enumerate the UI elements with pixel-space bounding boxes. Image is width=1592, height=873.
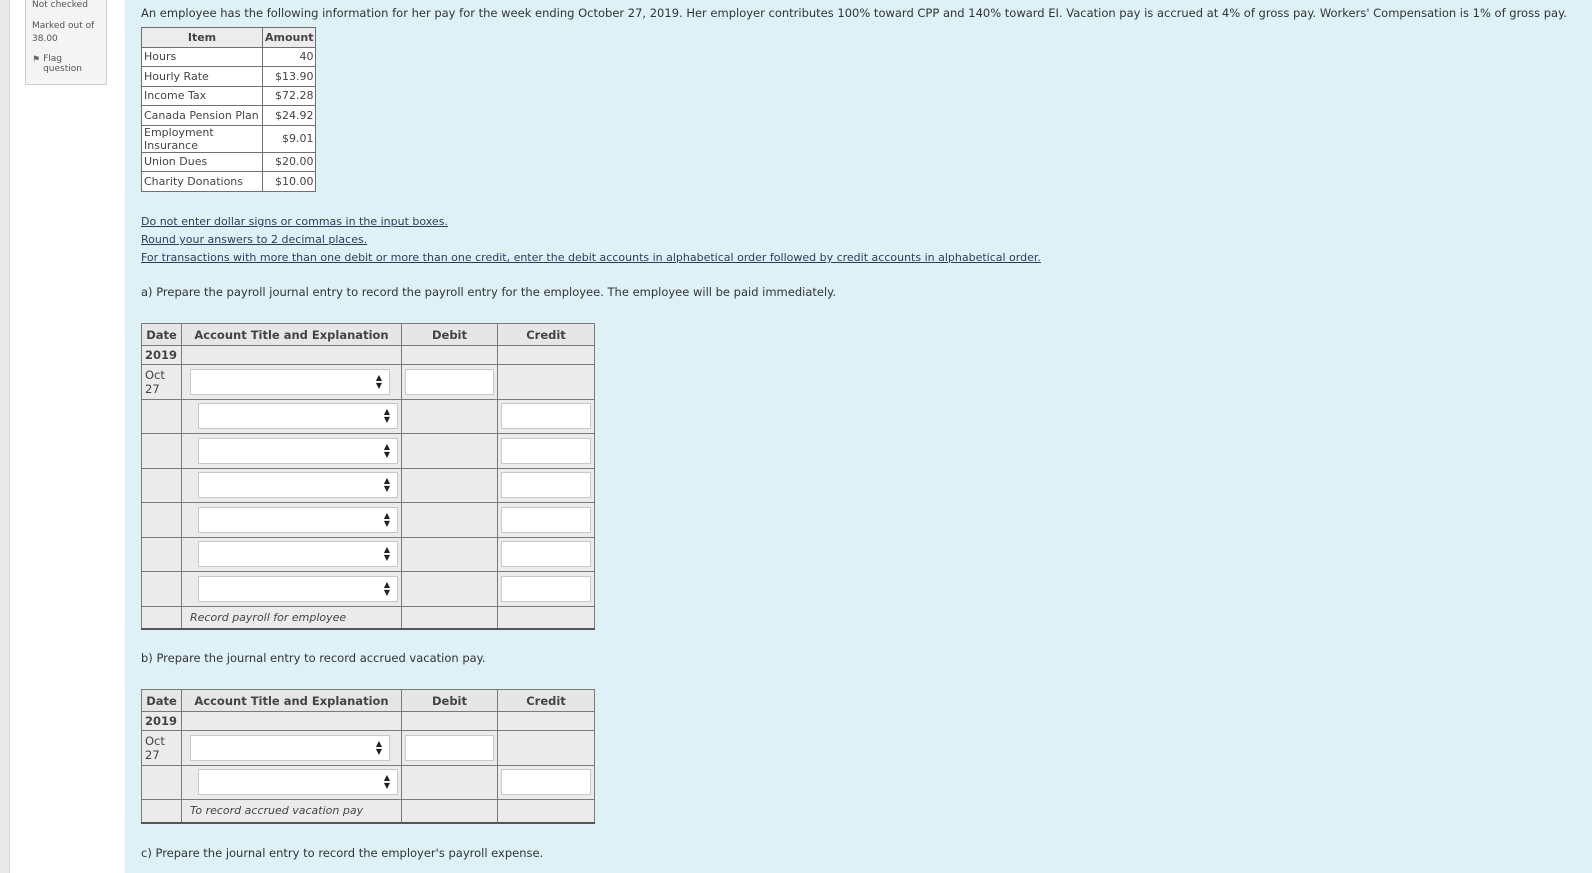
memo-row — [142, 800, 595, 823]
journal-table-b — [141, 689, 595, 824]
table-row — [142, 125, 316, 152]
info-header-item: Item — [142, 28, 263, 48]
left-rail — [0, 0, 10, 873]
updown-arrow-icon: ▲ ▼ — [383, 407, 390, 425]
account-select[interactable] — [198, 576, 398, 602]
info-amount: $72.28 — [263, 86, 316, 106]
account-select[interactable] — [198, 403, 398, 429]
flag-icon: ⚑ — [32, 55, 41, 65]
info-item: Charity Donations — [142, 172, 263, 192]
table-row — [142, 434, 595, 469]
instruction-order: For transactions with more than one debit or more than one credit, enter the debit accounts in alphabetical order followed by credit accounts in alphabetical order. — [141, 251, 1041, 264]
question-info-panel — [25, 0, 107, 85]
part-b-prompt: b) Prepare the journal entry to record accrued vacation pay. — [141, 651, 486, 665]
header-date: Date — [142, 324, 182, 346]
entry-date: Oct 27 — [142, 365, 182, 400]
table-row — [142, 468, 595, 503]
table-row — [142, 765, 595, 800]
account-select[interactable] — [198, 507, 398, 533]
year-row — [142, 712, 595, 731]
info-amount: $24.92 — [263, 106, 316, 126]
credit-input[interactable] — [501, 769, 591, 795]
updown-arrow-icon: ▲ ▼ — [383, 510, 390, 528]
table-row — [142, 67, 316, 87]
instruction-no-symbols: Do not enter dollar signs or commas in the input boxes. — [141, 215, 448, 228]
entry-memo: To record accrued vacation pay — [182, 800, 402, 823]
table-row — [142, 106, 316, 126]
memo-row — [142, 606, 595, 629]
updown-arrow-icon: ▲ ▼ — [375, 738, 382, 756]
credit-input[interactable] — [501, 403, 591, 429]
year-label: 2019 — [142, 712, 182, 731]
header-debit: Debit — [402, 324, 498, 346]
updown-arrow-icon: ▲ ▼ — [375, 372, 382, 390]
updown-arrow-icon: ▲ ▼ — [383, 773, 390, 791]
debit-input[interactable] — [405, 735, 494, 761]
question-content — [125, 0, 1592, 873]
instructions — [141, 213, 1041, 267]
info-item: Union Dues — [142, 152, 263, 172]
info-item: Employment Insurance — [142, 125, 263, 152]
table-row — [142, 503, 595, 538]
updown-arrow-icon: ▲ ▼ — [383, 476, 390, 494]
account-select[interactable] — [190, 369, 390, 395]
updown-arrow-icon: ▲ ▼ — [383, 545, 390, 563]
updown-arrow-icon: ▲ ▼ — [383, 579, 390, 597]
flag-question-label: Flag question — [43, 54, 82, 74]
info-amount: $13.90 — [263, 67, 316, 87]
info-item: Hours — [142, 47, 263, 67]
account-select[interactable] — [198, 769, 398, 795]
table-row — [142, 537, 595, 572]
account-select[interactable] — [198, 438, 398, 464]
instruction-rounding: Round your answers to 2 decimal places. — [141, 233, 368, 246]
entry-date: Oct 27 — [142, 731, 182, 766]
question-marks: Marked out of 38.00 — [32, 21, 95, 44]
info-item: Canada Pension Plan — [142, 106, 263, 126]
header-credit: Credit — [498, 324, 595, 346]
info-item: Income Tax — [142, 86, 263, 106]
employee-info-table — [141, 27, 316, 192]
credit-input[interactable] — [501, 576, 591, 602]
year-row — [142, 346, 595, 365]
info-amount: 40 — [263, 47, 316, 67]
debit-input[interactable] — [405, 369, 494, 395]
info-amount: $9.01 — [263, 125, 316, 152]
account-select[interactable] — [198, 472, 398, 498]
table-row — [142, 399, 595, 434]
table-row — [142, 172, 316, 192]
table-row — [142, 152, 316, 172]
header-date: Date — [142, 690, 182, 712]
info-header-amount: Amount — [263, 28, 316, 48]
info-amount: $20.00 — [263, 152, 316, 172]
info-item: Hourly Rate — [142, 67, 263, 87]
year-label: 2019 — [142, 346, 182, 365]
flag-question-link[interactable] — [32, 54, 100, 74]
account-select[interactable] — [198, 541, 398, 567]
question-state: Not checked — [32, 0, 88, 10]
credit-input[interactable] — [501, 507, 591, 533]
table-row — [142, 365, 595, 400]
part-a-prompt: a) Prepare the payroll journal entry to record the payroll entry for the employee. The employee will be paid immediately. — [141, 285, 836, 299]
header-account: Account Title and Explanation — [182, 690, 402, 712]
credit-input[interactable] — [501, 541, 591, 567]
updown-arrow-icon: ▲ ▼ — [383, 441, 390, 459]
credit-input[interactable] — [501, 438, 591, 464]
journal-table-a — [141, 323, 595, 630]
table-row — [142, 731, 595, 766]
table-row — [142, 47, 316, 67]
table-row — [142, 86, 316, 106]
table-row — [142, 572, 595, 607]
credit-input[interactable] — [501, 472, 591, 498]
question-text: An employee has the following information for her pay for the week ending October 27, 2019. Her employer contributes 100% toward CPP and 140% toward EI. Vacation pay is accrued at 4% of gross pay. Workers' Compensation is 1% of gross pay. — [141, 6, 1567, 20]
header-credit: Credit — [498, 690, 595, 712]
info-amount: $10.00 — [263, 172, 316, 192]
part-c-prompt: c) Prepare the journal entry to record the employer's payroll expense. — [141, 846, 544, 860]
header-account: Account Title and Explanation — [182, 324, 402, 346]
account-select[interactable] — [190, 735, 390, 761]
entry-memo: Record payroll for employee — [182, 606, 402, 629]
header-debit: Debit — [402, 690, 498, 712]
